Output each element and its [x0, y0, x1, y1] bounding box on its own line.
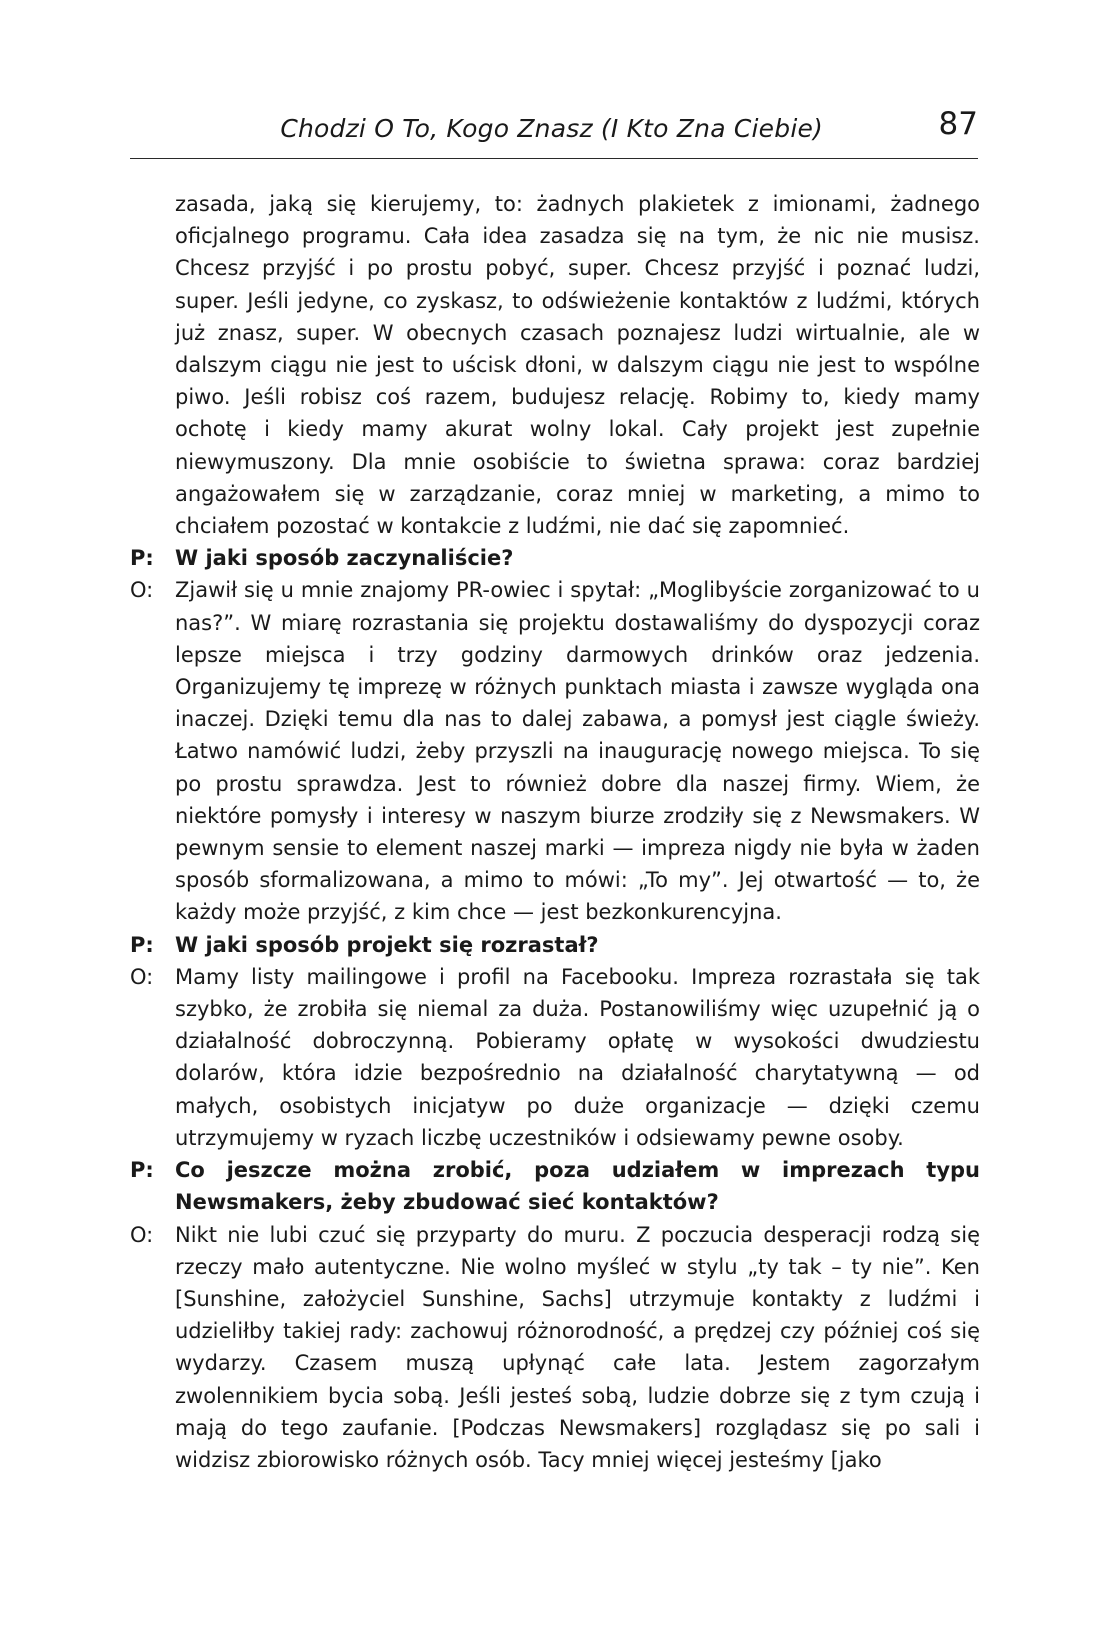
answer-marker: O: [130, 1222, 154, 1247]
page-body [130, 188, 980, 1476]
answer-marker: O: [130, 964, 154, 989]
question-marker: P: [130, 932, 154, 957]
question-text: W jaki sposób projekt się rozrastał? [175, 932, 599, 957]
question-marker: P: [130, 1158, 154, 1183]
question-marker: P: [130, 546, 154, 571]
answer-text: Nikt nie lubi czuć się przyparty do muru. Z poczucia desperacji rodzą się rzeczy mało autentyczne. Nie wolno myśleć w stylu „ty tak – ty nie”. Ken [Sunshine, założyciel Sunshine, Sachs] utrzymuje kontakty z ludźmi i udzieliłby takiej rady: zachowuj różnorodność, a prędzej czy później coś się wydarzy. Czasem muszą upłynąć całe lata. Jestem zagorzałym zwolennikiem bycia sobą. Jeśli jesteś sobą, ludzie dobrze się z tym czują i mają do tego zaufanie. [Podczas Newsmakers] rozglądasz się po sali i widzisz zbiorowisko różnych osób. Tacy mniej więcej jesteśmy [jako [175, 1222, 980, 1472]
running-title: Chodzi O To, Kogo Znasz (I Kto Zna Ciebie) [280, 114, 823, 143]
answer-text: Mamy listy mailingowe i profil na Facebooku. Impreza rozrastała się tak szybko, że zrobiła się niemal za duża. Postanowiliśmy więc uzupełnić ją o działalność dobroczynną. Pobieramy opłatę w wysokości dwudziestu dolarów, która idzie bezpośrednio na działalność charytatywną — od małych, osobistych inicjatyw po duże organizacje — dzięki czemu utrzymujemy w ryzach liczbę uczestników i odsiewamy pewne osoby. [175, 964, 980, 1150]
answer-marker: O: [130, 578, 154, 603]
question-3 [130, 1154, 980, 1218]
answer-3 [130, 1219, 980, 1477]
answer-1 [130, 574, 980, 928]
question-text: Co jeszcze można zrobić, poza udziałem w imprezach typu Newsmakers, żeby zbudować sieć kontaktów? [175, 1158, 980, 1215]
question-1 [130, 542, 980, 574]
question-2 [130, 929, 980, 961]
answer-2 [130, 961, 980, 1154]
page-number: 87 [938, 106, 978, 142]
question-text: W jaki sposób zaczynaliście? [175, 546, 514, 571]
intro-paragraph [130, 188, 980, 542]
page-header [130, 100, 978, 159]
answer-text: Zjawił się u mnie znajomy PR-owiec i spytał: „Moglibyście zorganizować to u nas?”. W miarę rozrastania się projektu dostawaliśmy do dyspozycji coraz lepsze miejsca i trzy godziny darmowych drinków oraz jedzenia. Organizujemy tę imprezę w różnych punktach miasta i zawsze wygląda ona inaczej. Dzięki temu dla nas to dalej zabawa, a pomysł jest ciągle świeży. Łatwo namówić ludzi, żeby przyszli na inaugurację nowego miejsca. To się po prostu sprawdza. Jest to również dobre dla naszej firmy. Wiem, że niektóre pomysły i interesy w naszym biurze zrodziły się z Newsmakers. W pewnym sensie to element naszej marki — impreza nigdy nie była w żaden sposób sformalizowana, a mimo to mówi: „To my”. Jej otwartość — to, że każdy może przyjść, z kim chce — jest bezkonkurencyjna. [175, 578, 980, 925]
intro-text: zasada, jaką się kierujemy, to: żadnych plakietek z imionami, żadnego oficjalnego programu. Cała idea zasadza się na tym, że nic nie musisz. Chcesz przyjść i po prostu pobyć, super. Chcesz przyjść i poznać ludzi, super. Jeśli jedyne, co zyskasz, to odświeżenie kontaktów z ludźmi, których już znasz, super. W obecnych czasach poznajesz ludzi wirtualnie, ale w dalszym ciągu nie jest to uścisk dłoni, w dalszym ciągu nie jest to wspólne piwo. Jeśli robisz coś razem, budujesz relację. Robimy to, kiedy mamy ochotę i kiedy mamy akurat wolny lokal. Cały projekt jest zupełnie niewymuszony. Dla mnie osobiście to świetna sprawa: coraz bardziej angażowałem się w zarządzanie, coraz mniej w marketing, a mimo to chciałem pozostać w kontakcie z ludźmi, nie dać się zapomnieć. [175, 192, 980, 539]
